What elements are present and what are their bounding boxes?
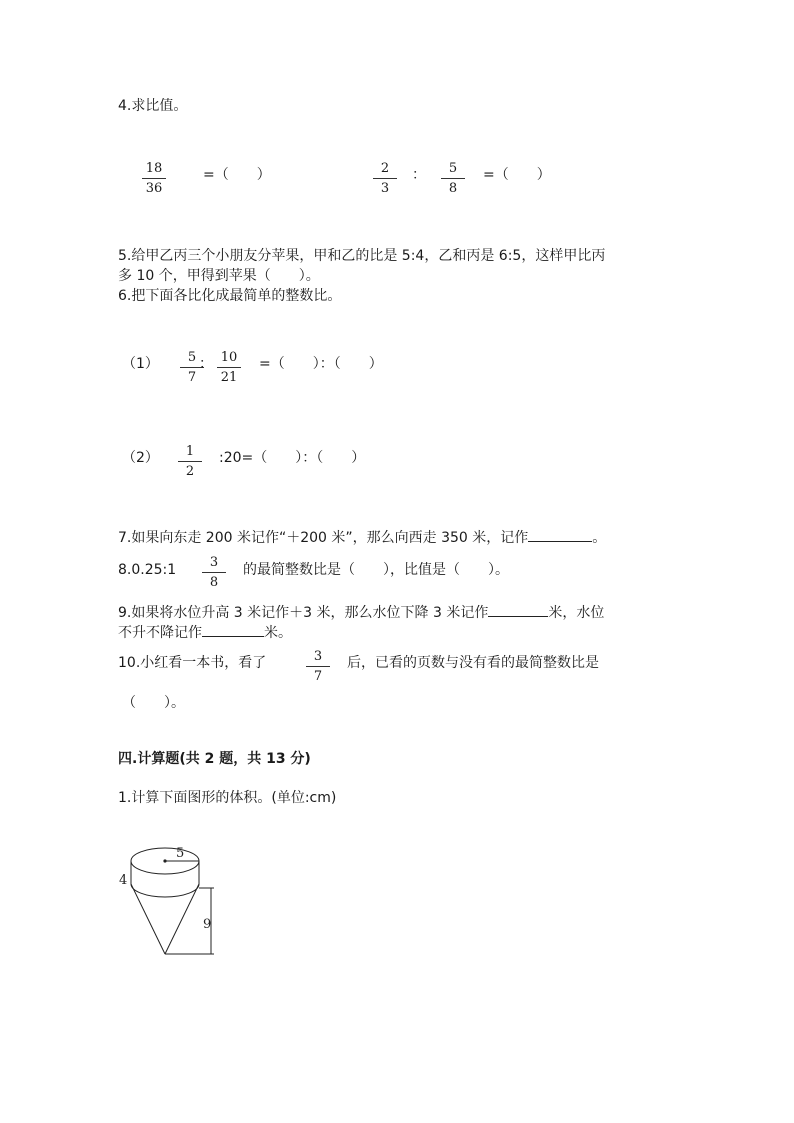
cone-right-edge [165, 884, 199, 954]
denominator: 7 [313, 669, 323, 684]
q6-part2-fraction-1 [173, 444, 207, 479]
numerator: 5 [448, 161, 458, 176]
numerator: 2 [380, 161, 390, 176]
denominator: 8 [448, 181, 458, 196]
q10-prefix: 10.小红看一本书，看了 [118, 655, 267, 671]
q7-end: 。 [592, 530, 607, 546]
fraction-bar [441, 178, 465, 179]
q6-part2-answer: :20=（ ）：（ ） [219, 450, 366, 466]
q5-line-1: 5.给甲乙丙三个小朋友分苹果，甲和乙的比是 5:4，乙和丙是 6:5，这样甲比丙 [118, 248, 606, 264]
q5-line-2: 多 10 个，甲得到苹果（ ）。 [118, 268, 320, 284]
denominator: 7 [187, 370, 197, 385]
q4-fraction-3 [436, 161, 470, 196]
radius-label: 5 [176, 846, 185, 861]
cylinder-bottom-arc [131, 884, 199, 897]
numerator: 5 [187, 350, 197, 365]
q4-colon: ： [412, 167, 426, 183]
q6-part1-label: （1） [122, 356, 159, 372]
numerator: 1 [185, 444, 195, 459]
q6-title: 6.把下面各比化成最简单的整数比。 [118, 288, 342, 304]
q7-line [118, 527, 606, 547]
fraction-bar [202, 572, 226, 573]
numerator: 3 [209, 555, 219, 570]
numerator: 18 [145, 161, 163, 176]
q6-part2-label: （2） [122, 450, 159, 466]
q8-fraction [197, 555, 231, 590]
q10-fraction [301, 649, 335, 684]
numerator: 3 [313, 649, 323, 664]
q4-equals-2: =（ ） [483, 167, 551, 183]
cylinder-height-label: 4 [119, 873, 128, 888]
q8-prefix: 8.0.25:1 [118, 562, 177, 578]
denominator: 21 [220, 370, 238, 385]
denominator: 3 [380, 181, 390, 196]
cone-height-label: 9 [203, 917, 212, 932]
numerator: 10 [220, 350, 238, 365]
q6-part1-colon: ： [199, 356, 213, 372]
q6-part1-fraction-2 [212, 350, 246, 385]
cone-left-edge [131, 884, 165, 954]
fraction-bar [178, 461, 202, 462]
fraction-bar [373, 178, 397, 179]
q9-text-3: 不升不降记作 [118, 625, 202, 641]
fraction-bar [217, 367, 241, 368]
denominator: 2 [185, 464, 195, 479]
q9-text-4: 米。 [264, 625, 292, 641]
q9-line-2 [118, 622, 292, 642]
q7-answer-blank[interactable] [528, 527, 592, 542]
q9-answer-blank-2[interactable] [202, 622, 264, 637]
q9-text-2: 米，水位 [548, 605, 605, 621]
q6-part1-answer: =（ ）：（ ） [259, 356, 383, 372]
q7-text: 7.如果向东走 200 米记作“＋200 米”，那么向西走 350 米，记作 [118, 530, 529, 546]
section-4-title: 四.计算题(共 2 题，共 13 分) [118, 751, 311, 767]
q4-equals-1: =（ ） [203, 167, 271, 183]
denominator: 36 [145, 181, 163, 196]
q9-text-1: 9.如果将水位升高 3 米记作＋3 米，那么水位下降 3 米记作 [118, 605, 489, 621]
denominator: 8 [209, 575, 219, 590]
q10-answer: （ ）。 [122, 695, 185, 711]
q9-answer-blank-1[interactable] [488, 602, 548, 617]
fraction-bar [306, 666, 330, 667]
q4-fraction-1 [137, 161, 171, 196]
q9-line-1 [118, 602, 604, 622]
q4-title: 4.求比值。 [118, 98, 188, 114]
calc1-title: 1.计算下面图形的体积。(单位:cm) [118, 790, 337, 806]
cylinder-cone-figure [110, 836, 240, 966]
q8-text: 的最简整数比是（ ），比值是（ ）。 [243, 562, 509, 578]
fraction-bar [142, 178, 166, 179]
q10-text: 后，已看的页数与没有看的最简整数比是 [347, 655, 599, 671]
q4-fraction-2 [368, 161, 402, 196]
